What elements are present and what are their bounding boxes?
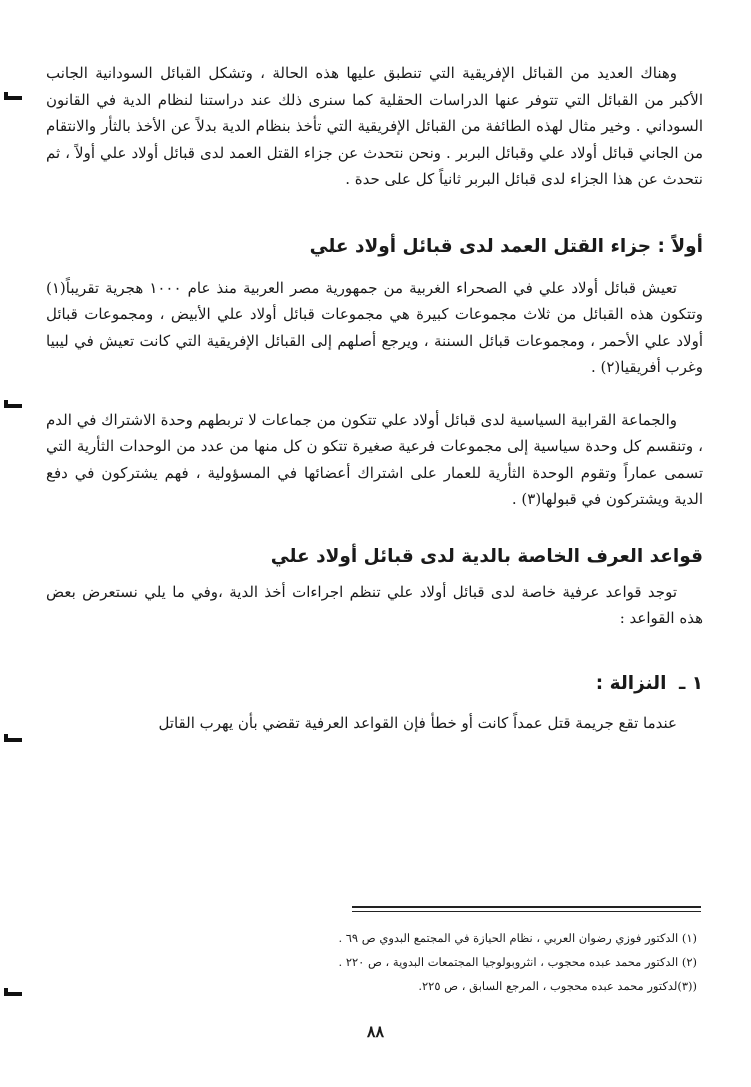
paragraph-awlad-ali-origin: تعيش قبائل أولاد علي في الصحراء الغربية من جمهورية مصر العربية منذ عام ١٠٠٠ هجرية تقريباً(١) وتتكون هذه القبائل من ثلاث مجموعات كبيرة هي مجموعات قبائل أولاد علي الأبيض ، ومجموعات قبائل أولاد علي الأحمر ، ومجموعات قبائل السننة ، ويرجع أصلهم إلى القبائل الإفريقية التي كانت تعيش في ليبيا وغرب أفريقيا(٢) . [46,278,703,376]
section-heading-punishment: أولاً : جزاء القتل العمد لدى قبائل أولاد علي [309,235,703,257]
margin-mark [4,738,22,742]
paragraph-rules-intro: توجد قواعد عرفية خاصة لدى قبائل أولاد علي تنظم اجراءات أخذ الدية ،وفي ما يلي نستعرض بعض هذه القواعد : [46,582,703,627]
margin-mark [4,404,22,408]
paragraph-nazala: عندما تقع جريمة قتل عمداً كانت أو خطأ فإن القواعد العرفية تقضي بأن يهرب القاتل [158,713,677,732]
footnote-divider-thin [352,911,701,912]
subsection-title: النزالة : [595,672,667,694]
footnote-3: ((٣)لدكتور محمد عبده محجوب ، المرجع السابق ، ص ٢٢٥. [418,979,697,993]
footnote-divider-thick [352,906,701,908]
main-text [46,60,703,736]
footnotes [140,926,697,998]
page-number: ٨٨ [366,1022,385,1041]
subsection-heading-nazala [46,670,703,698]
subsection-number: ١ ـ [678,672,703,694]
margin-mark [4,96,22,100]
margin-mark [4,992,22,996]
paragraph-intro: وهناك العديد من القبائل الإفريقية التي تنطبق عليها هذه الحالة ، وتشكل القبائل السودانية الجانب الأكبر من القبائل التي تتوفر عنها الدراسات الحقلية كما سنرى ذلك عند دراستنا لنظام الدية في القانون السوداني . وخير مثال لهذه الطائفة من القبائل الإفريقية التي تأخذ بنظام الدية بدلاً عن الأخذ بالثأر والانتقام من الجاني قبائل أولاد علي وقبائل البربر . ونحن نتحدث عن جزاء القتل العمد لدى قبائل أولاد علي أولاً ، ثم نتحدث عن هذا الجزاء لدى قبائل البربر ثانياً كل على حدة . [46,64,703,188]
paragraph-kinship-groups: والجماعة القرابية السياسية لدى قبائل أولاد علي تتكون من جماعات لا تربطهم وحدة الاشتراك في الدم ، وتنقسم كل وحدة سياسية إلى مجموعات فرعية صغيرة تتكو ن كل منها من عدد من الوحدات الثأرية التي تسمى عماراً وتقوم الوحدة الثأرية للعمار على اشتراك أعضائها في المسؤولية ، فهم يشتركون في دفع الدية ويشتركون في قبولها(٣) . [46,410,703,508]
section-heading-customary-rules: قواعد العرف الخاصة بالدية لدى قبائل أولاد علي [270,545,703,567]
footnote-2: (٢) الدكتور محمد عبده محجوب ، انثروبولوجيا المجتمعات البدوية ، ص ٢٢٠ . [338,955,697,969]
footnote-1: (١) الدكتور فوزي رضوان العربي ، نظام الحيازة في المجتمع البدوي ص ٦٩ . [338,931,697,945]
